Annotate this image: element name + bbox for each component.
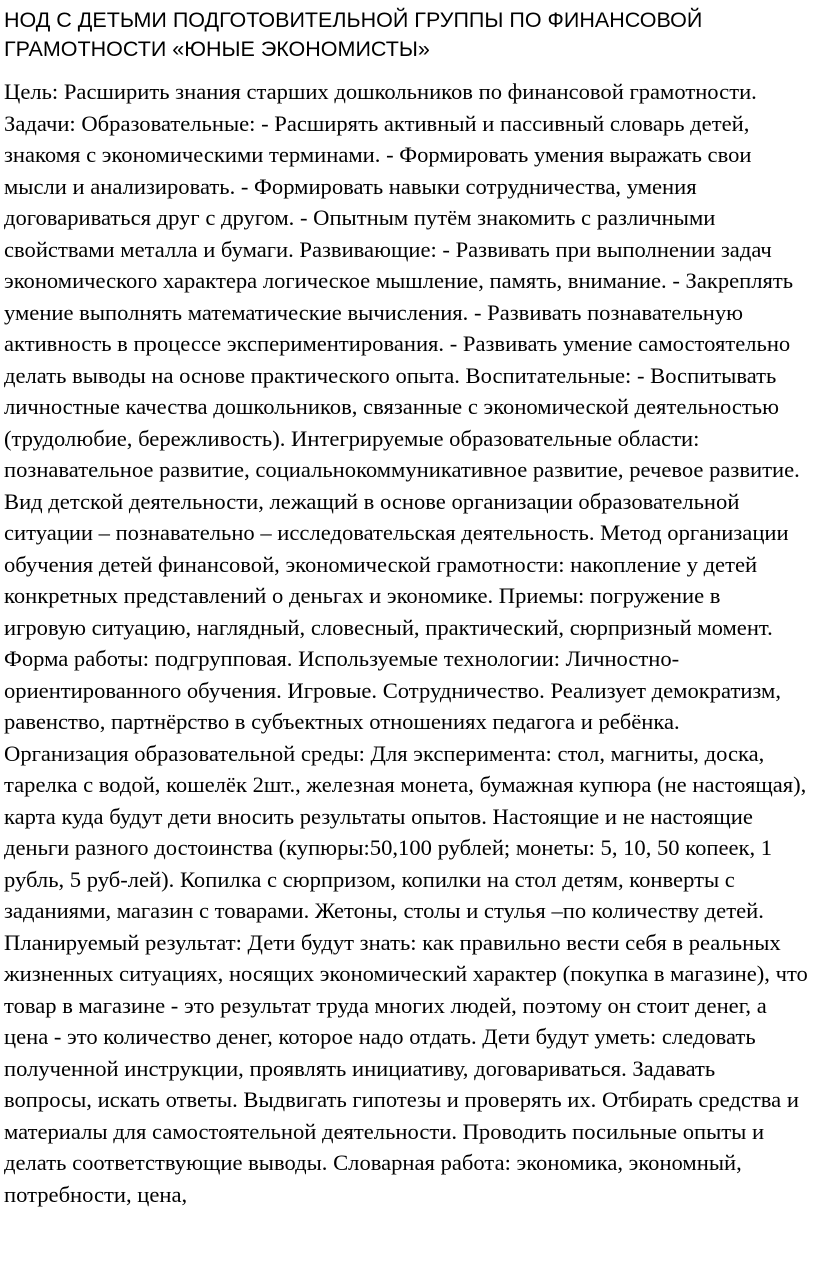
document-body-text: Цель: Расширить знания старших дошкольников по финансовой грамотности. Задачи: Образовательные: - Расширять активный и пассивный словарь детей, знакомя с экономическими терминами. - Формировать умения выражать свои мысли и анализировать. - Формировать навыки сотрудничества, умения договариваться друг с другом. - Опытным путём знакомить с различными свойствами металла и бумаги. Развивающие: - Развивать при выполнении задач экономического характера логическое мышление, память, внимание. - Закреплять умение выполнять математические вычисления. - Развивать познавательную активность в процессе экспериментирования. - Развивать умение самостоятельно делать выводы на основе практического опыта. Воспитательные: - Воспитывать личностные качества дошкольников, связанные с экономической деятельностью (трудолюбие, бережливость). Интегрируемые образовательные области: познавательное развитие, социальнокоммуникативное развитие, речевое развитие. Вид детской деятельности, лежащий в основе организации образовательной ситуации – познавательно – исследовательская деятельность. Метод организации обучения детей финансовой, экономической грамотности: накопление у детей конкретных представлений о деньгах и экономике. Приемы: погружение в игровую ситуацию, наглядный, словесный, практический, сюрпризный момент. Форма работы: подгрупповая. Используемые технологии: Личностно-ориентированного обучения. Игровые. Сотрудничество. Реализует демократизм, равенство, партнёрство в субъектных отношениях педагога и ребёнка. Организация образовательной среды: Для эксперимента: стол, магниты, доска, тарелка с водой, кошелёк 2шт., железная монета, бумажная купюра (не настоящая), карта куда будут дети вносить результаты опытов. Настоящие и не настоящие деньги разного достоинства (купюры:50,100 рублей; монеты: 5, 10, 50 копеек, 1 рубль, 5 руб-лей). Копилка с сюрпризом, копилки на стол детям, конверты с заданиями, магазин с товарами. Жетоны, столы и стулья –по количеству детей. Планируемый результат: Дети будут знать: как правильно вести себя в реальных жизненных ситуациях, носящих экономический характер (покупка в магазине), что товар в магазине - это результат труда многих людей, поэтому он стоит денег, а цена - это количество денег, которое надо отдать. Дети будут уметь: следовать полученной инструкции, проявлять инициативу, договариваться. Задавать вопросы, искать ответы. Выдвигать гипотезы и проверять их. Отбирать средства и материалы для самостоятельной деятельности. Проводить посильные опыты и делать соответствующие выводы. Словарная работа: экономика, экономный, потребности, цена, xyxy=(4,79,808,1207)
document-title: НОД С ДЕТЬМИ ПОДГОТОВИТЕЛЬНОЙ ГРУППЫ ПО ФИНАНСОВОЙ ГРАМОТНОСТИ «ЮНЫЕ ЭКОНОМИСТЫ» xyxy=(4,8,703,61)
